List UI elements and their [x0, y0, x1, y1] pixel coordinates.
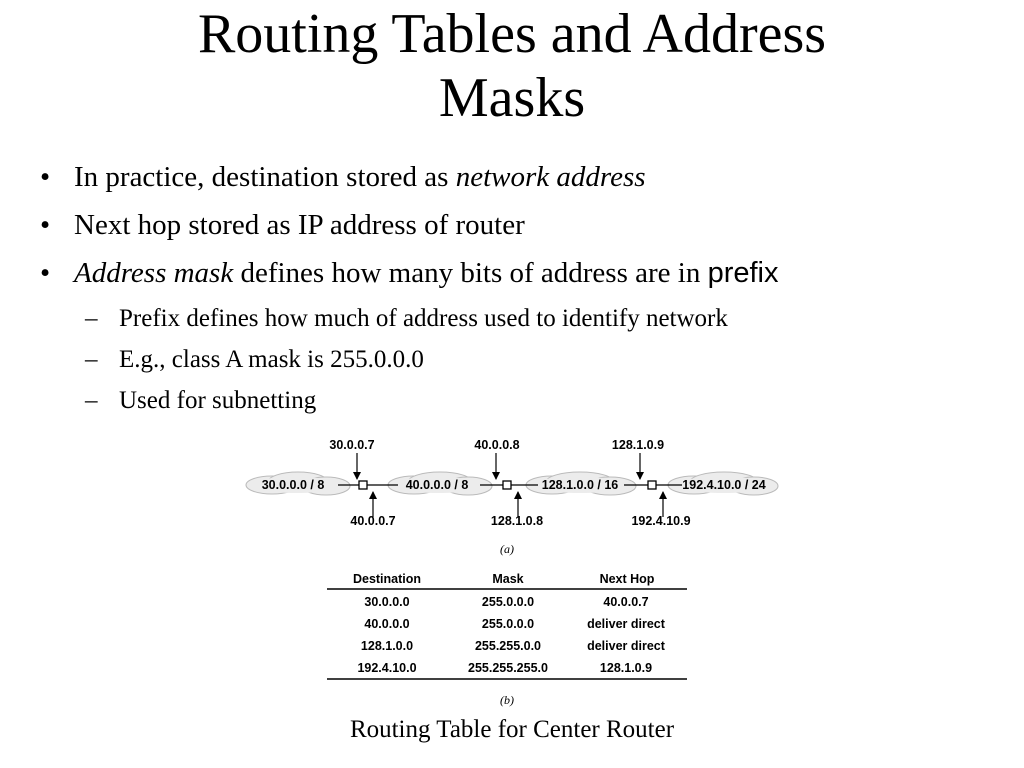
network-figure	[240, 432, 780, 712]
table-row	[364, 595, 648, 609]
bullet-marker: •	[40, 257, 51, 289]
router-address-label: 30.0.0.7	[329, 438, 375, 452]
router-address-label: 128.1.0.8	[490, 514, 544, 528]
table-cell: 40.0.0.7	[603, 595, 649, 609]
table-header-cell: Next Hop	[599, 572, 655, 586]
router-address-label: 40.0.0.7	[350, 514, 396, 528]
router-address-label: 192.4.10.9	[631, 514, 691, 528]
network-label: 40.0.0.0 / 8	[405, 478, 469, 492]
figure-label-a: (a)	[500, 542, 514, 556]
router-address-label: 40.0.0.8	[474, 438, 520, 452]
title-line-1: Routing Tables and Address	[197, 3, 827, 65]
bullet-marker: •	[40, 209, 51, 241]
sub-bullet-item	[40, 304, 1000, 345]
table-cell: 40.0.0.0	[364, 617, 410, 631]
sub-bullet-marker: –	[85, 305, 98, 332]
title-line-2: Masks	[438, 67, 586, 129]
table-row	[361, 639, 666, 653]
table-cell: deliver direct	[587, 617, 665, 631]
table-header-cell: Mask	[492, 572, 524, 586]
bullet-text: Next hop stored as IP address of router	[74, 209, 525, 241]
table-header	[353, 572, 655, 586]
sub-bullet-item	[40, 345, 1000, 386]
router-icon	[648, 481, 656, 489]
table-cell: 255.255.0.0	[474, 639, 542, 653]
figure-label-b: (b)	[500, 693, 514, 707]
sub-bullet-text: Used for subnetting	[119, 387, 317, 414]
bullet-item	[40, 256, 1000, 304]
network-label: 128.1.0.0 / 16	[541, 478, 619, 492]
network-label: 192.4.10.0 / 24	[682, 478, 766, 492]
router-address-label: 128.1.0.9	[611, 438, 665, 452]
bullet-text: In practice, destination stored as	[74, 161, 456, 193]
table-cell: 192.4.10.0	[357, 661, 417, 675]
bullet-emphasis: Address mask	[74, 257, 234, 289]
figure-caption: Routing Table for Center Router	[349, 716, 675, 743]
bullet-item	[40, 208, 1000, 256]
table-cell: 128.1.0.9	[599, 661, 653, 675]
table-cell: deliver direct	[587, 639, 665, 653]
network-label: 30.0.0.0 / 8	[261, 478, 325, 492]
bullet-item	[40, 160, 1000, 208]
bullet-list	[40, 160, 1000, 427]
sub-bullet-marker: –	[85, 346, 98, 373]
router-icon	[503, 481, 511, 489]
slide-title	[0, 2, 1024, 130]
table-cell: 255.0.0.0	[481, 617, 535, 631]
bullet-prefix-term: prefix	[707, 257, 779, 289]
bullet-emphasis: network address	[455, 161, 646, 193]
table-header-cell: Destination	[352, 572, 422, 586]
sub-bullet-text: Prefix defines how much of address used to identify network	[119, 305, 728, 332]
routing-table	[327, 572, 687, 679]
table-row	[357, 661, 652, 675]
sub-bullet-item	[40, 386, 1000, 427]
table-cell: 255.255.255.0	[468, 661, 548, 675]
bullet-text: defines how many bits of address are in	[233, 257, 708, 289]
table-row	[364, 617, 665, 631]
router-icon	[359, 481, 367, 489]
table-cell: 255.0.0.0	[481, 595, 535, 609]
bullet-marker: •	[40, 161, 51, 193]
table-cell: 30.0.0.0	[364, 595, 410, 609]
sub-bullet-text: E.g., class A mask is 255.0.0.0	[119, 346, 424, 373]
network-diagram	[240, 432, 780, 712]
table-cell: 128.1.0.0	[360, 639, 414, 653]
sub-bullet-marker: –	[85, 387, 98, 414]
